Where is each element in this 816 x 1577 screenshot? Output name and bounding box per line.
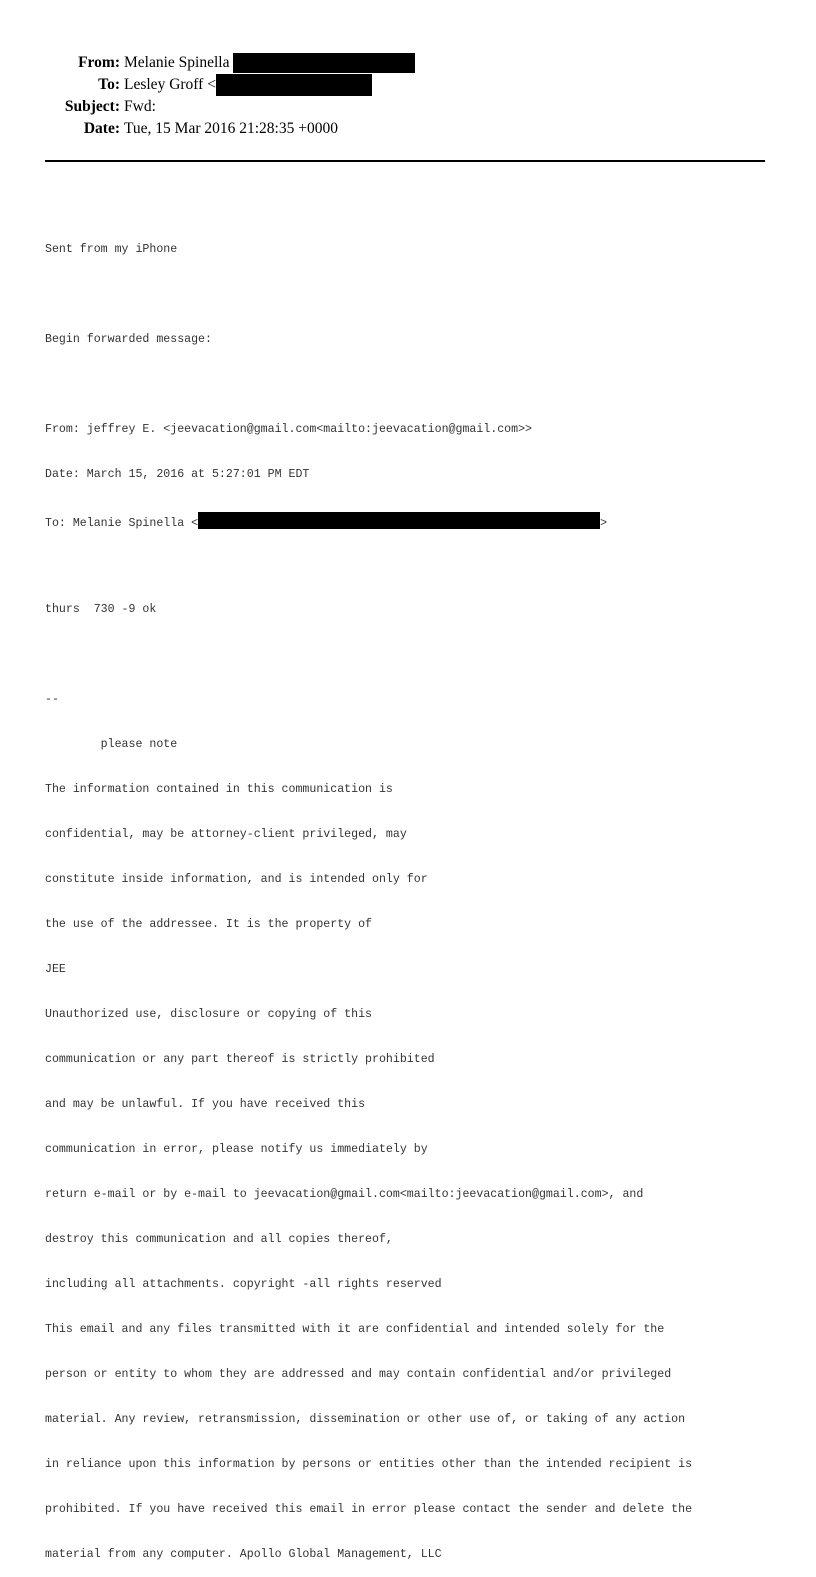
to-label: To: — [98, 76, 120, 93]
from-row — [0, 52, 816, 74]
disclaimer-line: material. Any review, retransmission, dissemination or other use of, or taking of any action — [45, 1413, 686, 1426]
signature-separator: -- — [45, 693, 59, 706]
fwd-to-end: > — [600, 517, 608, 530]
fwd-date-line: Date: March 15, 2016 at 5:27:01 PM EDT — [45, 468, 310, 481]
subject-label: Subject: — [64, 98, 120, 115]
from-value: Melanie Spinella — [124, 54, 230, 71]
disclaimer-line: prohibited. If you have received this email in error please contact the sender and delete the — [45, 1503, 693, 1516]
sent-from-line: Sent from my iPhone — [45, 243, 178, 256]
header-divider — [45, 160, 765, 162]
email-body — [45, 212, 785, 1577]
disclaimer-line: JEE — [45, 963, 66, 976]
redaction-box — [198, 512, 600, 529]
disclaimer-line: constitute inside information, and is intended only for — [45, 873, 428, 886]
redaction-box — [233, 53, 415, 73]
disclaimer-line: material from any computer. Apollo Global Management, LLC — [45, 1548, 442, 1561]
disclaimer-line: person or entity to whom they are addressed and may contain confidential and/or privileged — [45, 1368, 672, 1381]
disclaimer-line: confidential, may be attorney-client privileged, may — [45, 828, 407, 841]
disclaimer-line: communication in error, please notify us immediately by — [45, 1143, 428, 1156]
disclaimer-line: please note — [45, 738, 178, 751]
to-row — [0, 74, 816, 96]
subject-value: Fwd: — [124, 98, 156, 115]
disclaimer-line: communication or any part thereof is strictly prohibited — [45, 1053, 435, 1066]
disclaimer-line: including all attachments. copyright -all rights reserved — [45, 1278, 442, 1291]
disclaimer-line: destroy this communication and all copies thereof, — [45, 1233, 393, 1246]
disclaimer-line: and may be unlawful. If you have received this — [45, 1098, 366, 1111]
redaction-box — [216, 74, 372, 96]
disclaimer-line: the use of the addressee. It is the property of — [45, 918, 372, 931]
subject-row — [0, 96, 816, 118]
email-header — [0, 52, 816, 140]
begin-forward-line: Begin forwarded message: — [45, 333, 212, 346]
disclaimer-line: in reliance upon this information by persons or entities other than the intended recipient is — [45, 1458, 693, 1471]
message-line: thurs 730 -9 ok — [45, 603, 157, 616]
fwd-to-text: To: Melanie Spinella < — [45, 517, 199, 530]
fwd-to-line — [45, 512, 785, 530]
date-label: Date: — [83, 120, 120, 137]
fwd-from-line: From: jeffrey E. <jeevacation@gmail.com<mailto:jeevacation@gmail.com>> — [45, 423, 533, 436]
disclaimer-line: The information contained in this communication is — [45, 783, 393, 796]
date-value: Tue, 15 Mar 2016 21:28:35 +0000 — [124, 120, 338, 137]
from-label: From: — [78, 54, 120, 71]
disclaimer-line: Unauthorized use, disclosure or copying of this — [45, 1008, 372, 1021]
disclaimer-line: This email and any files transmitted with it are confidential and intended solely for the — [45, 1323, 665, 1336]
disclaimer-line: return e-mail or by e-mail to jeevacation@gmail.com<mailto:jeevacation@gmail.com>, and — [45, 1188, 644, 1201]
date-row — [0, 118, 816, 140]
to-value: Lesley Groff < — [124, 76, 216, 93]
